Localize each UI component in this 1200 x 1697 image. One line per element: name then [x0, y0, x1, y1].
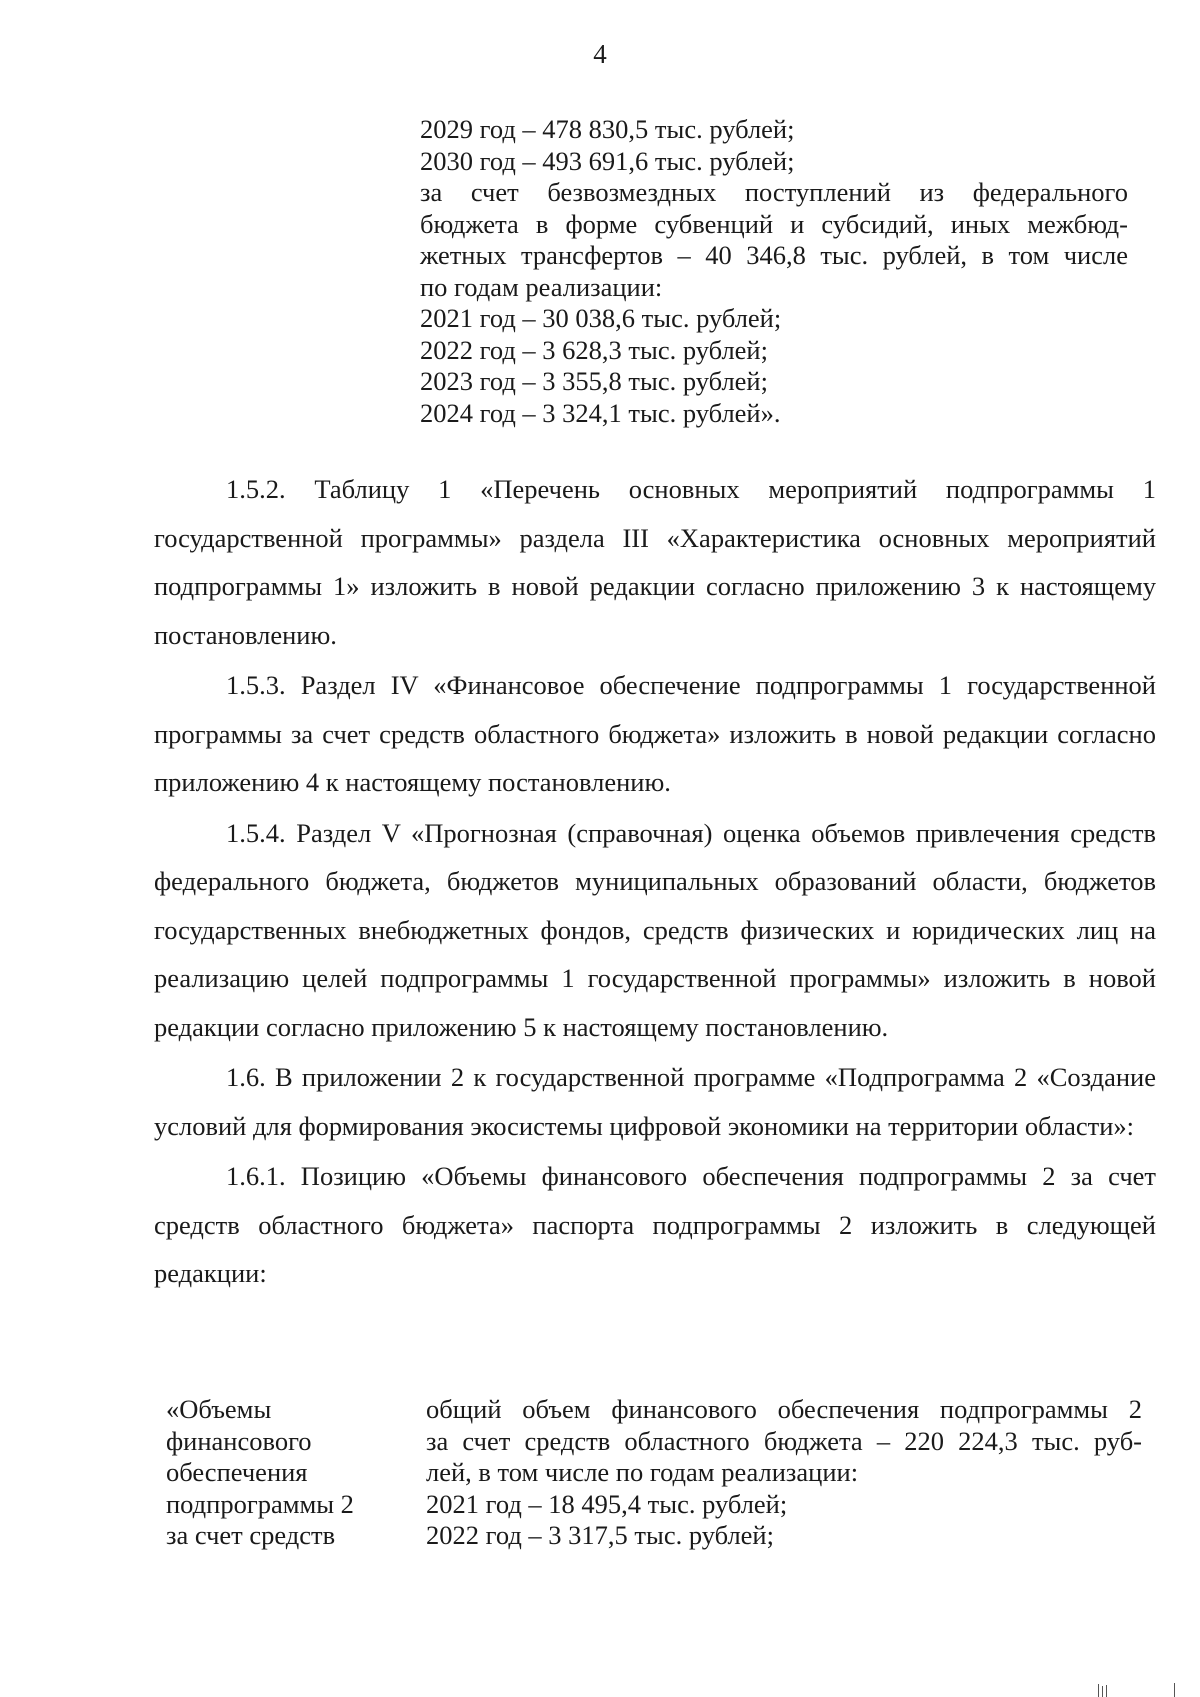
passport-line: 2030 год – 493 691,6 тыс. рублей; [420, 145, 795, 176]
paragraph-1-5-4: 1.5.4. Раздел V «Прогнозная (справочная) оценка объемов привлечения средств федерального бюджета, бюджетов муниципальных образований области, бюджетов государственных внебюджетных фондов, средств физических и юридических лиц на реализацию целей подпрограммы 1 государственной программы» изложить в новой редакции согласно приложению 5 к настоящему постановлению. [154, 817, 1156, 1042]
passport-line: 2022 год – 3 628,3 тыс. рублей; [420, 334, 768, 365]
paragraph-1-6-1: 1.6.1. Позицию «Объемы финансового обеспечения подпрограммы 2 за счет средств областного бюджета» паспорта подпрограммы 2 изложить в следующей редакции: [154, 1161, 1156, 1288]
passport-label-line: финансового [166, 1425, 312, 1456]
passport-label-line: за счет средств [166, 1520, 336, 1550]
passport-table-label-column [166, 1394, 426, 1552]
passport-label-line: «Объемы [166, 1394, 272, 1424]
passport-continuation-block [420, 114, 1128, 429]
passport-label-line: обеспечения [166, 1457, 308, 1487]
passport-line: по годам реализации: [420, 271, 663, 302]
passport-table [166, 1394, 1142, 1552]
paragraph-1-5-2: 1.5.2. Таблицу 1 «Перечень основных мероприятий подпрограммы 1 государственной программы» раздела III «Характеристика основных мероприятий подпрограммы 1» изложить в новой редакции согласно приложению 3 к настоящему постановлению. [154, 474, 1156, 650]
passport-value-line: общий объем финансового обеспечения подпрограммы 2 [426, 1394, 1142, 1424]
passport-value-line: 2022 год – 3 317,5 тыс. рублей; [426, 1520, 774, 1550]
passport-line: жетных трансфертов – 40 346,8 тыс. рублей, в том числе [420, 240, 1128, 270]
scan-artifact [1106, 1685, 1107, 1697]
passport-value-line: 2021 год – 18 495,4 тыс. рублей; [426, 1488, 788, 1519]
body-text [154, 465, 1156, 1300]
page-number: 4 [593, 39, 607, 69]
passport-label-line: подпрограммы 2 [166, 1488, 354, 1519]
scan-artifact [1102, 1686, 1103, 1697]
passport-line: 2024 год – 3 324,1 тыс. рублей». [420, 397, 781, 428]
passport-line: 2029 год – 478 830,5 тыс. рублей; [420, 114, 795, 144]
passport-line: 2023 год – 3 355,8 тыс. рублей; [420, 366, 768, 396]
scan-artifact [1098, 1684, 1099, 1697]
passport-value-line: за счет средств областного бюджета – 220 224,3 тыс. руб- [426, 1425, 1142, 1456]
passport-line: за счет безвозмездных поступлений из федерального [420, 177, 1128, 207]
passport-value-line: лей, в том числе по годам реализации: [426, 1457, 859, 1487]
passport-line: бюджета в форме субвенций и субсидий, иных межбюд- [420, 208, 1128, 239]
passport-table-value-column [426, 1394, 1142, 1552]
paragraph-1-6: 1.6. В приложении 2 к государственной программе «Подпрограмма 2 «Создание условий для формирования экосистемы цифровой экономики на территории области»: [154, 1062, 1156, 1141]
passport-line: 2021 год – 30 038,6 тыс. рублей; [420, 303, 782, 333]
scan-artifact [1174, 1683, 1175, 1697]
paragraph-1-5-3: 1.5.3. Раздел IV «Финансовое обеспечение подпрограммы 1 государственной программы за счет средств областного бюджета» изложить в новой редакции согласно приложению 4 к настоящему постановлению. [154, 670, 1156, 797]
